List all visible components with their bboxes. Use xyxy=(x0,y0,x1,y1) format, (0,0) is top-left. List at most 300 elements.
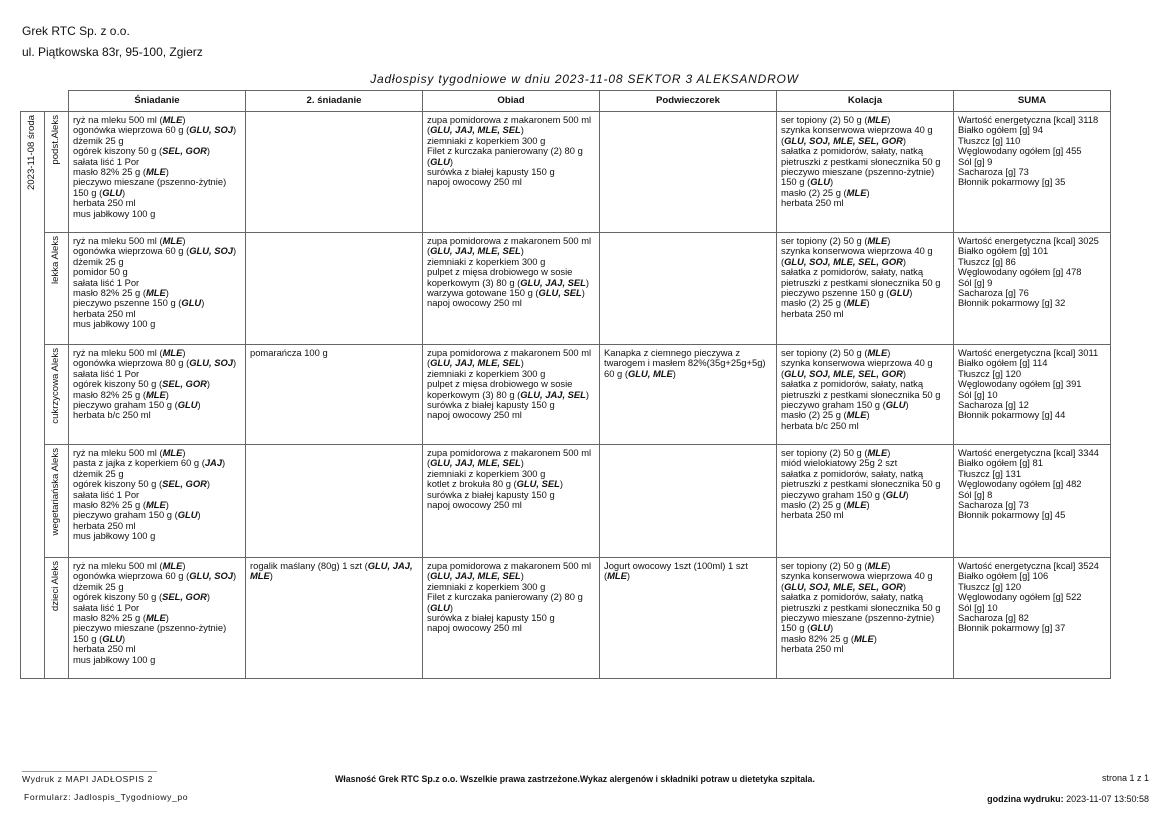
item-text: miód wielokiatowy 25g 2 szt xyxy=(781,457,898,469)
allergen-text: GLU, JAJ, MLE, SEL xyxy=(430,457,521,469)
item-text: ser topiony (2) 50 g ( xyxy=(781,235,868,246)
item-text: ziemniaki z koperkiem 300 g xyxy=(427,467,546,479)
item-text: zupa pomidorowa z makaronem 500 ml xyxy=(427,447,592,458)
item-text: Wartość energetyczna [kcal] 3011 xyxy=(958,347,1099,358)
item-text: ) xyxy=(887,114,891,125)
item-text: ) xyxy=(165,499,169,511)
meal-cell-sniadanie xyxy=(69,233,246,345)
item-text: ) xyxy=(902,134,907,146)
item-text: surówka z białej kapusty 150 g xyxy=(427,166,555,178)
diet-label: dzieci Aleks xyxy=(50,561,62,612)
allergen-text: GLU, SOJ xyxy=(189,570,233,582)
meal-cell-kolacja xyxy=(777,345,954,445)
item-text: ) xyxy=(232,124,237,136)
allergen-text: MLE xyxy=(867,347,888,358)
item-text: ) xyxy=(222,457,226,469)
item-text: ) xyxy=(206,145,211,157)
item-text: ) xyxy=(197,399,201,411)
item-text: ) xyxy=(165,612,169,624)
item-text: ( xyxy=(427,155,431,167)
item-text: ogórek kiszony 50 g ( xyxy=(73,378,163,390)
allergen-text: GLU, SOJ, MLE, SEL, GOR xyxy=(784,255,903,267)
item-text: herbata 250 ml xyxy=(73,307,136,319)
item-text: zupa pomidorowa z makaronem 500 ml xyxy=(427,114,592,125)
item-text: herbata 250 ml xyxy=(781,307,844,319)
allergen-text: GLU, JAJ, MLE, SEL xyxy=(430,570,521,582)
item-text: ) xyxy=(232,357,237,369)
allergen-text: GLU xyxy=(102,186,122,198)
item-text: ) xyxy=(182,114,186,125)
item-text: Sól [g] 9 xyxy=(958,276,993,288)
item-text: pieczywo graham 150 g ( xyxy=(781,399,886,411)
column-header-podwieczorek: Podwieczorek xyxy=(600,91,777,112)
item-text: ) xyxy=(121,632,126,644)
item-text: zupa pomidorowa z makaronem 500 ml xyxy=(427,347,592,358)
item-text: ogórek kiszony 50 g ( xyxy=(73,145,163,157)
item-text: pulpet z mięsa drobiowego w sosie koperkowym (3) 80 g ( xyxy=(427,378,573,400)
allergen-text: GLU xyxy=(177,399,198,411)
item-text: Sacharoza [g] 76 xyxy=(958,287,1029,299)
meal-line xyxy=(73,410,241,420)
item-text: sałatka z pomidorów, sałaty, natką pietruszki z pestkami słonecznika 50 g xyxy=(781,591,941,613)
diet-row xyxy=(21,445,1111,558)
item-text: Sól [g] 10 xyxy=(958,388,998,400)
item-text: herbata 250 ml xyxy=(781,197,844,209)
meal-cell-suma xyxy=(954,345,1111,445)
item-text: ) xyxy=(873,632,877,644)
meal-line xyxy=(427,177,595,187)
column-header-kolacja: Kolacja xyxy=(777,91,954,112)
meal-cell-sniadanie xyxy=(69,558,246,679)
item-text: Węglowodany ogółem [g] 391 xyxy=(958,378,1082,390)
item-text: surówka z białej kapusty 150 g xyxy=(427,399,555,411)
meal-cell-kolacja xyxy=(777,445,954,558)
item-text: zupa pomidorowa z makaronem 500 ml xyxy=(427,235,592,246)
item-text: ) xyxy=(520,357,524,369)
meal-cell-obiad xyxy=(423,445,600,558)
item-text: sałatka z pomidorów, sałaty, natką pietruszki z pestkami słonecznika 50 g xyxy=(781,378,941,400)
meal-line xyxy=(781,644,949,654)
meal-cell-suma xyxy=(954,445,1111,558)
item-text: ( xyxy=(427,601,431,613)
item-text: ogórek kiszony 50 g ( xyxy=(73,478,163,490)
item-text: ) xyxy=(902,580,907,592)
date-label: 2023-11-08 środa xyxy=(26,115,38,191)
column-header-2-sniadanie: 2. śniadanie xyxy=(246,91,423,112)
item-text: Tłuszcz [g] 110 xyxy=(958,134,1021,146)
meal-cell-podwieczorek xyxy=(600,233,777,345)
meal-cell-podwieczorek xyxy=(600,558,777,679)
item-text: pulpet z mięsa drobiowego w sosie koperkowym (3) 80 g ( xyxy=(427,266,573,288)
item-text: ( xyxy=(427,570,431,582)
meal-line xyxy=(781,309,949,319)
item-text: ) xyxy=(165,388,169,400)
allergen-text: MLE xyxy=(162,447,183,458)
allergen-text: GLU xyxy=(430,155,450,167)
header-corner xyxy=(45,91,69,112)
item-text: ) xyxy=(520,457,524,469)
item-text: szynka konserwowa wieprzowa 40 g xyxy=(781,124,933,136)
item-text: herbata 250 ml xyxy=(781,643,844,655)
meal-line xyxy=(73,623,241,644)
item-text: Błonnik pokarmowy [g] 45 xyxy=(958,509,1066,521)
meal-cell-2-sniadanie xyxy=(246,558,423,679)
item-text: ) xyxy=(585,388,590,400)
item-text: ) xyxy=(887,447,891,458)
item-text: Filet z kurczaka panierowany (2) 80 g xyxy=(427,145,583,157)
meal-line xyxy=(781,613,949,634)
allergen-text: GLU xyxy=(889,287,910,299)
meal-line xyxy=(781,421,949,431)
item-text: mus jabłkowy 100 g xyxy=(73,653,156,665)
item-text: Wartość energetyczna [kcal] 3025 xyxy=(958,235,1099,246)
allergen-text: GLU, SOJ, MLE, SEL, GOR xyxy=(784,580,903,592)
item-text: pieczywo mieszane (pszenno-żytnie) 150 g ( xyxy=(781,166,935,188)
allergen-text: MLE xyxy=(867,114,888,125)
item-text: masło 82% 25 g ( xyxy=(73,388,146,400)
item-text: masło 82% 25 g ( xyxy=(73,287,146,299)
item-text: Kanapka z ciemnego pieczywa z twarogem i masłem 82%(35g+25g+5g) 60 g ( xyxy=(604,347,766,379)
company-address: ul. Piątkowska 83r, 95-100, Zgierz xyxy=(22,45,203,59)
allergen-text: SEL, GOR xyxy=(162,378,207,390)
company-name: Grek RTC Sp. z o.o. xyxy=(22,24,130,38)
item-text: pieczywo pszenne 150 g ( xyxy=(73,297,182,309)
meal-line xyxy=(427,500,595,510)
item-text: ser topiony (2) 50 g ( xyxy=(781,447,868,458)
print-source: Wydruk z MAPI JADŁOSPIS 2 xyxy=(22,774,153,784)
item-text: Białko ogółem [g] 81 xyxy=(958,457,1043,469)
item-text: pieczywo mieszane (pszenno-żytnie) 150 g ( xyxy=(73,176,227,198)
item-text: ) xyxy=(520,245,524,257)
item-text: zupa pomidorowa z makaronem 500 ml xyxy=(427,560,592,571)
item-text: ) xyxy=(449,155,454,167)
item-text: ) xyxy=(206,378,211,390)
meal-line xyxy=(427,267,595,288)
meal-cell-kolacja xyxy=(777,558,954,679)
item-text: Błonnik pokarmowy [g] 44 xyxy=(958,409,1066,421)
meal-line xyxy=(73,319,241,329)
item-text: napoj owocowy 250 ml xyxy=(427,297,522,309)
item-text: Wartość energetyczna [kcal] 3524 xyxy=(958,560,1099,571)
item-text: ziemniaki z koperkiem 300 g xyxy=(427,367,546,379)
allergen-text: GLU, SOJ xyxy=(189,124,233,136)
allergen-text: SEL, GOR xyxy=(162,591,207,603)
meal-line xyxy=(73,531,241,541)
item-text: ) xyxy=(829,176,834,188)
allergen-text: GLU xyxy=(885,399,906,411)
item-text: mus jabłkowy 100 g xyxy=(73,530,156,542)
allergen-text: GLU, SOJ, MLE, SEL, GOR xyxy=(784,367,903,379)
allergen-text: MLE xyxy=(162,347,183,358)
meal-line xyxy=(427,623,595,633)
diet-row xyxy=(21,233,1111,345)
column-header-suma: SUMA xyxy=(954,91,1111,112)
item-text: ) xyxy=(672,367,676,379)
item-text: pomarańcza 100 g xyxy=(250,347,328,358)
header-corner xyxy=(21,91,45,112)
item-text: ) xyxy=(905,488,909,500)
item-text: ziemniaki z koperkiem 300 g xyxy=(427,134,546,146)
meal-line xyxy=(73,655,241,665)
allergen-text: MLE xyxy=(846,186,867,198)
item-text: Sacharoza [g] 73 xyxy=(958,499,1029,511)
diet-row xyxy=(21,558,1111,679)
item-text: ) xyxy=(232,245,237,257)
column-header-obiad: Obiad xyxy=(423,91,600,112)
item-text: ) xyxy=(121,186,126,198)
item-text: ) xyxy=(887,235,891,246)
item-text: sałatka z pomidorów, sałaty, natką pietruszki z pestkami słonecznika 50 g xyxy=(781,467,941,490)
item-text: masło 82% 25 g ( xyxy=(73,166,146,178)
allergen-text: GLU, JAJ, MLE, SEL xyxy=(430,124,521,136)
item-text: Węglowodany ogółem [g] 482 xyxy=(958,478,1082,490)
allergen-text: GLU, JAJ, MLE, SEL xyxy=(430,245,521,257)
item-text: ) xyxy=(182,447,186,458)
item-text: Sól [g] 9 xyxy=(958,155,993,167)
item-text: ) xyxy=(829,622,834,634)
item-text: warzywa gotowane 150 g ( xyxy=(427,287,539,299)
item-text: herbata b/c 250 ml xyxy=(781,419,859,431)
allergen-text: MLE xyxy=(846,297,867,309)
item-text: dżemik 25 g xyxy=(73,134,124,146)
item-text: masło (2) 25 g ( xyxy=(781,186,847,198)
item-text: Wartość energetyczna [kcal] 3344 xyxy=(958,447,1099,458)
item-text: napoj owocowy 250 ml xyxy=(427,622,522,634)
allergen-text: MLE xyxy=(846,499,867,511)
item-text: masło 82% 25 g ( xyxy=(73,499,146,511)
item-text: masło 82% 25 g ( xyxy=(73,612,146,624)
allergen-text: GLU xyxy=(181,297,202,309)
item-text: Węglowodany ogółem [g] 455 xyxy=(958,145,1082,157)
item-text: ) xyxy=(206,591,211,603)
item-text: Tłuszcz [g] 131 xyxy=(958,467,1022,479)
allergen-text: MLE xyxy=(145,388,166,400)
footer-rule xyxy=(22,771,157,772)
item-text: ) xyxy=(866,297,870,309)
item-text: ogonówka wieprzowa 60 g ( xyxy=(73,570,190,582)
diet-row xyxy=(21,345,1111,445)
item-text: ogórek kiszony 50 g ( xyxy=(73,591,163,603)
item-text: ) xyxy=(902,255,907,267)
allergen-text: GLU, SEL xyxy=(516,478,560,490)
allergen-text: MLE xyxy=(867,560,888,571)
meal-cell-2-sniadanie xyxy=(246,445,423,558)
allergen-text: SEL, GOR xyxy=(162,478,207,490)
item-text: Tłuszcz [g] 86 xyxy=(958,255,1016,267)
item-text: ) xyxy=(182,235,186,246)
allergen-text: MLE xyxy=(162,235,183,246)
meal-line xyxy=(604,571,772,581)
item-text: kotlet z brokuła 80 g ( xyxy=(427,478,517,490)
meal-line xyxy=(958,410,1106,420)
meal-line xyxy=(250,561,418,582)
meal-line xyxy=(250,348,418,358)
item-text: masło (2) 25 g ( xyxy=(781,499,847,511)
meal-line xyxy=(958,298,1106,308)
meal-line xyxy=(781,592,949,613)
column-header-sniadanie: Śniadanie xyxy=(69,91,246,112)
form-name: Formularz: Jadlospis_Tygodniowy_po xyxy=(24,792,189,802)
meal-line xyxy=(73,177,241,198)
item-text: ) xyxy=(902,367,907,379)
meal-line xyxy=(781,198,949,208)
meal-cell-podwieczorek xyxy=(600,112,777,233)
item-text: masło 82% 25 g ( xyxy=(781,632,854,644)
item-text: ) xyxy=(520,124,524,136)
item-text: ogonówka wieprzowa 60 g ( xyxy=(73,124,190,136)
item-text: ) xyxy=(520,570,524,582)
item-text: surówka z białej kapusty 150 g xyxy=(427,488,555,500)
meal-cell-kolacja xyxy=(777,233,954,345)
item-text: ) xyxy=(197,509,201,521)
diet-label: cukrzycowa Aleks xyxy=(50,348,62,424)
item-text: dżemik 25 g xyxy=(73,255,124,267)
meal-line xyxy=(781,167,949,188)
item-text: Błonnik pokarmowy [g] 37 xyxy=(958,622,1066,634)
diet-label: lekka Aleks xyxy=(50,236,62,284)
item-text: ( xyxy=(427,457,431,469)
item-text: herbata 250 ml xyxy=(73,643,136,655)
allergen-text: GLU, JAJ, MLE, SEL xyxy=(430,357,521,369)
allergen-text: MLE xyxy=(867,447,888,458)
item-text: ziemniaki z koperkiem 300 g xyxy=(427,255,546,267)
item-text: dżemik 25 g xyxy=(73,580,124,592)
item-text: Sacharoza [g] 82 xyxy=(958,612,1029,624)
allergen-text: GLU xyxy=(430,601,450,613)
allergen-text: GLU xyxy=(102,632,122,644)
item-text: ziemniaki z koperkiem 300 g xyxy=(427,580,546,592)
menu-table xyxy=(20,90,1111,679)
item-text: ogonówka wieprzowa 60 g ( xyxy=(73,245,190,257)
item-text: ryż na mleku 500 ml ( xyxy=(73,235,163,246)
diet-row xyxy=(21,112,1111,233)
item-text: sałata liść 1 Por xyxy=(73,488,140,500)
item-text: ( xyxy=(604,570,608,582)
item-text: surówka z białej kapusty 150 g xyxy=(427,612,555,624)
item-text: szynka konserwowa wieprzowa 40 g xyxy=(781,245,933,257)
item-text: ryż na mleku 500 ml ( xyxy=(73,447,163,458)
allergen-text: GLU, JAJ, MLE xyxy=(250,560,413,582)
item-text: herbata 250 ml xyxy=(73,519,136,531)
item-text: sałatka z pomidorów, sałaty, natką pietruszki z pestkami słonecznika 50 g xyxy=(781,266,941,288)
diet-cell xyxy=(45,112,69,233)
meal-line xyxy=(781,469,949,490)
item-text: Błonnik pokarmowy [g] 32 xyxy=(958,297,1066,309)
meal-cell-kolacja xyxy=(777,112,954,233)
item-text: sałata liść 1 Por xyxy=(73,367,140,379)
item-text: pieczywo mieszane (pszenno-żytnie) 150 g ( xyxy=(73,622,227,644)
meal-cell-2-sniadanie xyxy=(246,233,423,345)
item-text: sałata liść 1 Por xyxy=(73,276,140,288)
item-text: napoj owocowy 250 ml xyxy=(427,176,522,188)
item-text: ( xyxy=(427,124,431,136)
item-text: dżemik 25 g xyxy=(73,467,124,479)
item-text: ) xyxy=(449,601,454,613)
item-text: ) xyxy=(165,166,169,178)
item-text: mus jabłkowy 100 g xyxy=(73,207,156,219)
item-text: napoj owocowy 250 ml xyxy=(427,409,522,421)
item-text: mus jabłkowy 100 g xyxy=(73,318,156,330)
allergen-text: MLE xyxy=(162,560,183,571)
allergen-text: GLU xyxy=(810,622,830,634)
item-text: ) xyxy=(232,570,237,582)
item-text: pieczywo graham 150 g ( xyxy=(73,509,178,521)
item-text: Białko ogółem [g] 106 xyxy=(958,570,1049,582)
allergen-text: GLU, SEL xyxy=(538,287,582,299)
item-text: pieczywo graham 150 g ( xyxy=(73,399,178,411)
item-text: sałata liść 1 Por xyxy=(73,155,140,167)
item-text: ) xyxy=(559,478,563,490)
meal-cell-obiad xyxy=(423,112,600,233)
item-text: pieczywo pszenne 150 g ( xyxy=(781,287,890,299)
meal-cell-suma xyxy=(954,112,1111,233)
meal-line xyxy=(781,379,949,400)
meal-line xyxy=(781,146,949,167)
meal-cell-obiad xyxy=(423,345,600,445)
item-text: ) xyxy=(626,570,631,582)
item-text: Filet z kurczaka panierowany (2) 80 g xyxy=(427,591,583,603)
item-text: herbata b/c 250 ml xyxy=(73,409,151,421)
item-text: ) xyxy=(182,560,186,571)
meal-cell-podwieczorek xyxy=(600,445,777,558)
item-text: ) xyxy=(182,347,186,358)
item-text: Wartość energetyczna [kcal] 3118 xyxy=(958,114,1099,125)
item-text: pieczywo mieszane (pszenno-żytnie) 150 g ( xyxy=(781,612,935,634)
meal-line xyxy=(958,623,1106,633)
meal-line xyxy=(427,379,595,400)
item-text: ) xyxy=(165,287,169,299)
meal-cell-suma xyxy=(954,558,1111,679)
allergen-text: GLU, JAJ, SEL xyxy=(520,276,586,288)
item-text: sałatka z pomidorów, sałaty, natką pietruszki z pestkami słonecznika 50 g xyxy=(781,145,941,167)
item-text: Jogurt owocowy 1szt (100ml) 1 szt xyxy=(604,560,748,571)
page-number: strona 1 z 1 xyxy=(1101,773,1149,783)
meal-cell-podwieczorek xyxy=(600,345,777,445)
allergen-text: GLU, MLE xyxy=(627,367,673,379)
allergen-text: MLE xyxy=(867,235,888,246)
item-text: herbata 250 ml xyxy=(73,197,136,209)
item-text: ) xyxy=(866,186,870,198)
item-text: Sól [g] 10 xyxy=(958,601,998,613)
meal-line xyxy=(958,510,1106,520)
meal-line xyxy=(427,298,595,308)
item-text: ryż na mleku 500 ml ( xyxy=(73,114,163,125)
allergen-text: MLE xyxy=(145,287,166,299)
item-text: sałata liść 1 Por xyxy=(73,601,140,613)
item-text: Tłuszcz [g] 120 xyxy=(958,580,1022,592)
item-text: ser topiony (2) 50 g ( xyxy=(781,114,868,125)
item-text: Białko ogółem [g] 101 xyxy=(958,245,1049,257)
item-text: ) xyxy=(905,399,909,411)
allergen-text: MLE xyxy=(162,114,183,125)
meal-line xyxy=(781,267,949,288)
item-text: ( xyxy=(781,134,785,146)
item-text: ( xyxy=(781,255,785,267)
allergen-text: MLE xyxy=(145,166,166,178)
meal-line xyxy=(427,410,595,420)
allergen-text: MLE xyxy=(846,409,867,421)
item-text: ( xyxy=(427,357,431,369)
item-text: ) xyxy=(866,499,870,511)
item-text: ) xyxy=(585,276,590,288)
item-text: pieczywo graham 150 g ( xyxy=(781,488,886,500)
item-text: Białko ogółem [g] 114 xyxy=(958,357,1048,369)
allergen-text: GLU, SOJ xyxy=(189,357,233,369)
item-text: Sacharoza [g] 12 xyxy=(958,399,1029,411)
print-time-label: godzina wydruku: xyxy=(987,794,1064,804)
item-text: ) xyxy=(201,297,205,309)
allergen-text: JAJ xyxy=(204,457,223,469)
